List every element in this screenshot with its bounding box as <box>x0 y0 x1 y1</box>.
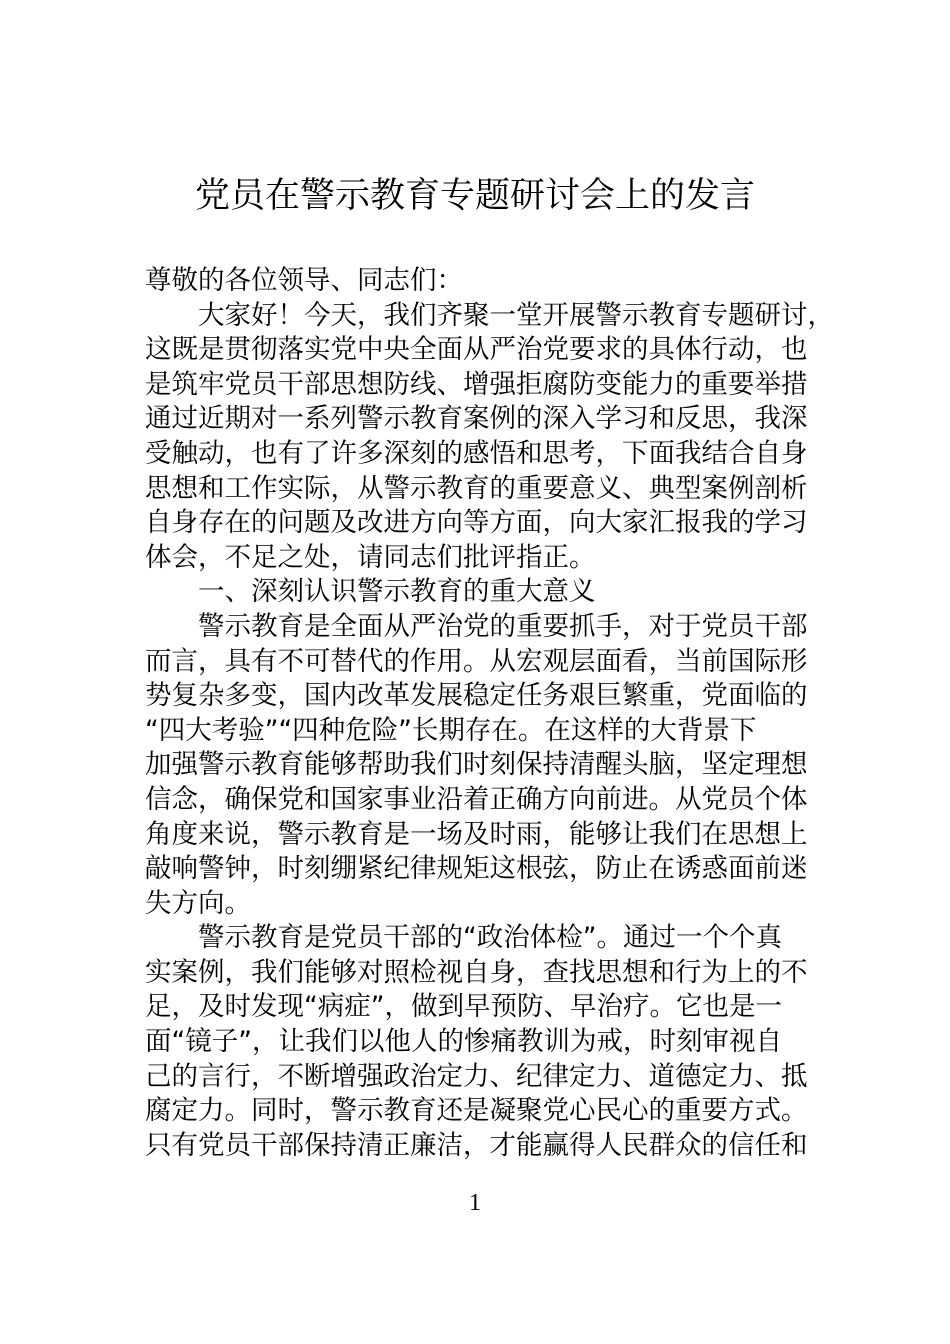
section-heading: 一、深刻认识警示教育的重大意义 <box>198 576 596 608</box>
paragraph-line: 警示教育是全面从严治党的重要抓手，对于党员干部 <box>198 610 808 642</box>
paragraph-line: 腐定力。同时，警示教育还是凝聚党心民心的重要方式。 <box>145 1095 808 1127</box>
document-title: 党员在警示教育专题研讨会上的发言 <box>194 176 755 216</box>
paragraph-line: 警示教育是党员干部的“政治体检”。通过一个个真 <box>198 922 782 954</box>
paragraph-line: 失方向。 <box>145 887 251 919</box>
paragraph-line: 加强警示教育能够帮助我们时刻保持清醒头脑，坚定理想 <box>145 749 808 781</box>
paragraph-line: 敲响警钟，时刻绷紧纪律规矩这根弦，防止在诱惑面前迷 <box>145 853 808 885</box>
paragraph-line: 是筑牢党员干部思想防线、增强拒腐防变能力的重要举措 <box>145 368 808 400</box>
paragraph-line: 而言，具有不可替代的作用。从宏观层面看，当前国际形 <box>145 645 808 677</box>
paragraph-line: 势复杂多变，国内改革发展稳定任务艰巨繁重，党面临的 <box>145 680 808 712</box>
paragraph-line: “四大考验”“四种危险”长期存在。在这样的大背景下 <box>145 714 757 746</box>
paragraph-line: 思想和工作实际，从警示教育的重要意义、典型案例剖析 <box>145 472 808 504</box>
paragraph-line: 通过近期对一系列警示教育案例的深入学习和反思，我深 <box>145 403 808 435</box>
paragraph-line: 足，及时发现“病症”，做到早预防、早治疗。它也是一 <box>145 991 782 1023</box>
paragraph-line: 只有党员干部保持清正廉洁，才能赢得人民群众的信任和 <box>145 1129 808 1161</box>
paragraph-line: 角度来说，警示教育是一场及时雨，能够让我们在思想上 <box>145 818 808 850</box>
paragraph-line: 实案例，我们能够对照检视自身，查找思想和行为上的不 <box>145 956 808 988</box>
paragraph-line: 自身存在的问题及改进方向等方面，向大家汇报我的学习 <box>145 507 808 539</box>
paragraph-line: 己的言行，不断增强政治定力、纪律定力、道德定力、抵 <box>145 1060 808 1092</box>
paragraph-line: 体会，不足之处，请同志们批评指正。 <box>145 541 596 573</box>
paragraph-line: 面“镜子”，让我们以他人的惨痛教训为戒，时刻审视自 <box>145 1026 782 1058</box>
paragraph-line: 大家好！今天，我们齐聚一堂开展警示教育专题研讨， <box>198 299 834 331</box>
paragraph-line: 受触动，也有了许多深刻的感悟和思考，下面我结合自身 <box>145 437 808 469</box>
page-number: 1 <box>469 1190 481 1216</box>
paragraph-line: 信念，确保党和国家事业沿着正确方向前进。从党员个体 <box>145 783 808 815</box>
paragraph-line: 这既是贯彻落实党中央全面从严治党要求的具体行动，也 <box>145 334 808 366</box>
salutation: 尊敬的各位领导、同志们： <box>145 265 463 296</box>
document-body <box>145 264 845 1163</box>
